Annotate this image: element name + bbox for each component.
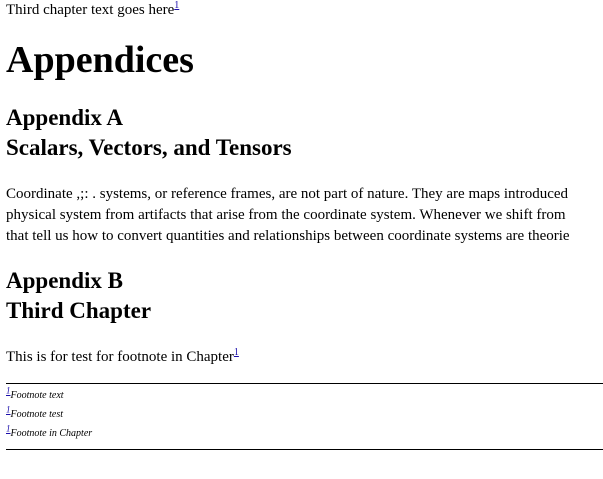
- footnote-item: [6, 424, 603, 443]
- footnote-item: [6, 405, 603, 424]
- footnote-text: Footnote in Chapter: [10, 428, 93, 439]
- footnote-backlink[interactable]: 1: [6, 404, 11, 415]
- appendix-a-label: Appendix A: [6, 105, 123, 130]
- appendix-a-heading: [6, 103, 292, 163]
- footnote-text: Footnote test: [10, 409, 63, 420]
- footnote-text: Footnote text: [10, 390, 64, 401]
- footnotes-top-divider: [6, 383, 603, 384]
- appendix-b-heading: [6, 266, 151, 326]
- footnotes-bottom-divider: [6, 449, 603, 450]
- appendix-b-paragraph: [6, 348, 239, 366]
- appendices-heading: Appendices: [6, 39, 194, 81]
- chapter-text: Third chapter text goes here: [6, 2, 175, 18]
- appendix-a-title: Scalars, Vectors, and Tensors: [6, 135, 292, 160]
- appendix-a-paragraph: [6, 184, 603, 247]
- footnote-ref-link[interactable]: 1: [233, 347, 239, 358]
- paragraph-line: that tell us how to convert quantities and relationships between coordinate systems are theorie: [6, 228, 570, 244]
- paragraph-line: physical system from artifacts that arise from the coordinate system. Whenever we shift from: [6, 207, 566, 223]
- footnote-item: [6, 386, 603, 405]
- appendix-b-label: Appendix B: [6, 268, 123, 293]
- footnote-ref-link[interactable]: 1: [174, 0, 180, 11]
- footnote-backlink[interactable]: 1: [6, 423, 11, 434]
- appendix-b-paragraph-text: This is for test for footnote in Chapter: [6, 349, 234, 365]
- paragraph-line: Coordinate ,;: . systems, or reference frames, are not part of nature. They are maps introduced: [6, 186, 569, 202]
- footnotes-section: [6, 386, 603, 443]
- chapter-text-line: [6, 1, 179, 19]
- appendix-b-title: Third Chapter: [6, 298, 152, 323]
- footnote-backlink[interactable]: 1: [6, 385, 11, 396]
